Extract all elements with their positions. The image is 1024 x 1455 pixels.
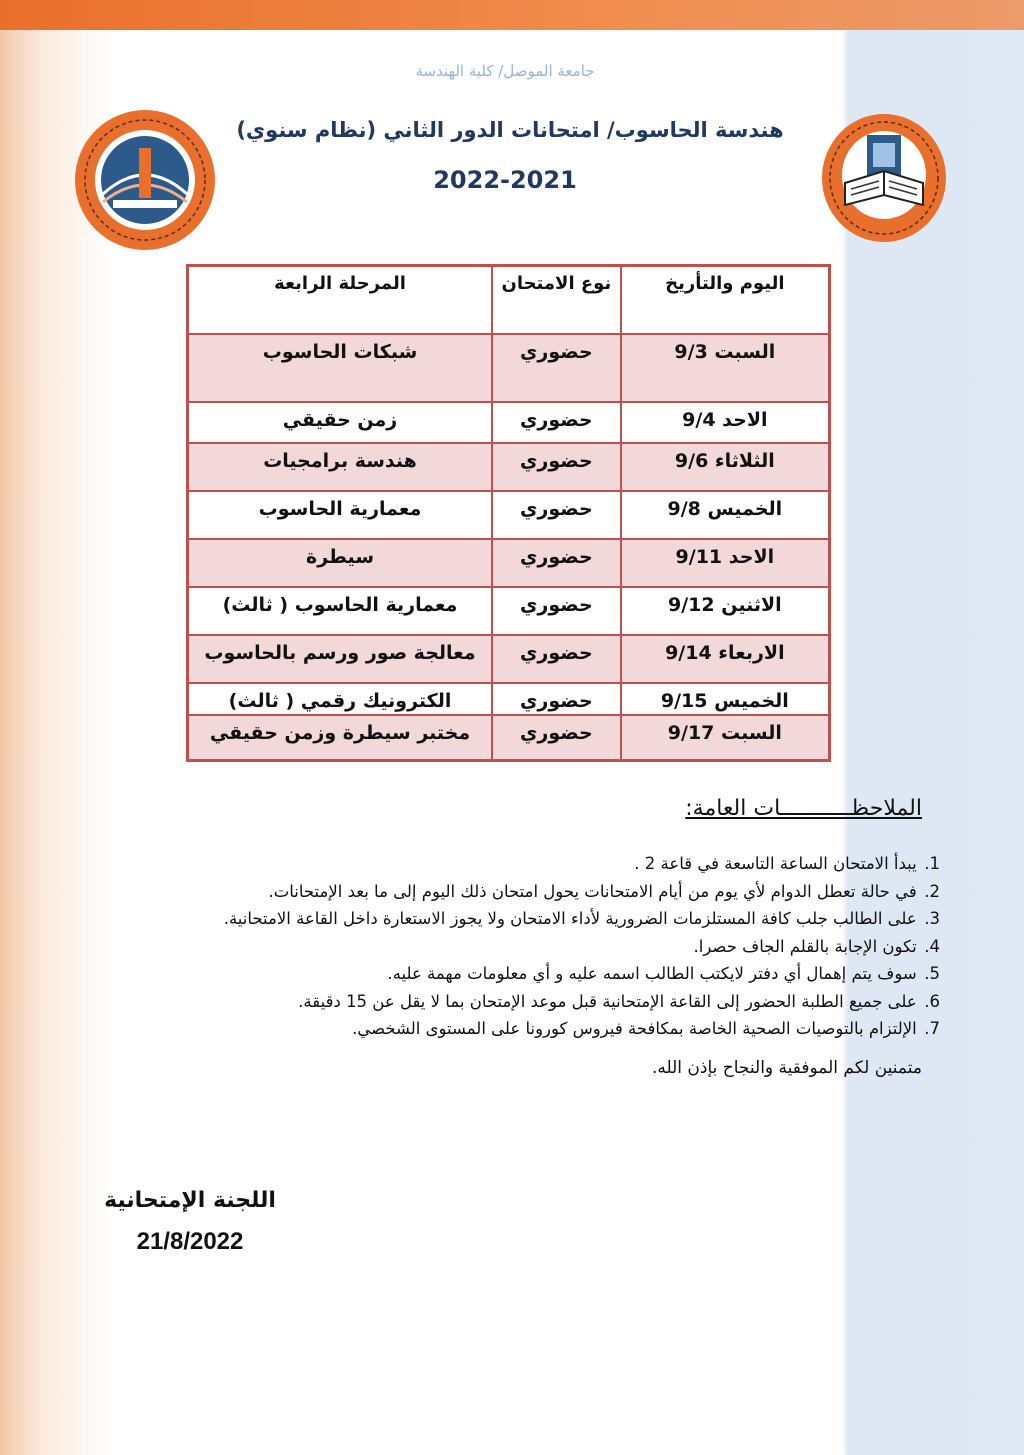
note-number: 1. bbox=[924, 854, 940, 873]
row-day: السبت 9/17 bbox=[621, 715, 830, 761]
note-number: 4. bbox=[924, 936, 940, 956]
row-day: السبت 9/3 bbox=[621, 334, 830, 402]
row-type: حضوري bbox=[492, 491, 621, 539]
row-type: حضوري bbox=[492, 334, 621, 402]
row-subject: زمن حقيقي bbox=[188, 402, 493, 443]
table-row bbox=[188, 539, 830, 587]
row-type: حضوري bbox=[492, 715, 621, 761]
row-type: حضوري bbox=[492, 635, 621, 683]
row-day: الخميس 9/15 bbox=[621, 683, 830, 715]
row-day: الاحد 9/11 bbox=[621, 539, 830, 587]
mosul-university-seal-icon bbox=[821, 113, 947, 243]
row-type: حضوري bbox=[492, 443, 621, 491]
note-text: تكون الإجابة بالقلم الجاف حصرا. bbox=[693, 936, 917, 956]
row-subject: الكترونيك رقمي ( ثالث) bbox=[188, 683, 493, 715]
issue-date: 21/8/2022 bbox=[136, 1228, 244, 1255]
notes-list bbox=[110, 850, 940, 1043]
committee-signature: اللجنة الإمتحانية bbox=[104, 1188, 276, 1213]
row-type: حضوري bbox=[492, 402, 621, 443]
note-number: 3. bbox=[924, 909, 940, 928]
list-item bbox=[110, 1015, 940, 1043]
table-header-row bbox=[188, 266, 830, 334]
header-subject: المرحلة الرابعة bbox=[188, 266, 493, 334]
note-number: 2. bbox=[924, 881, 940, 901]
university-line: جامعة الموصل/ كلية الهندسة bbox=[415, 62, 595, 80]
row-subject: شبكات الحاسوب bbox=[188, 334, 493, 402]
row-day: الاثنين 9/12 bbox=[621, 587, 830, 635]
table-row bbox=[188, 491, 830, 539]
row-type: حضوري bbox=[492, 587, 621, 635]
row-type: حضوري bbox=[492, 539, 621, 587]
list-item bbox=[110, 905, 940, 933]
note-number: 7. bbox=[924, 1019, 940, 1038]
note-text: سوف يتم إهمال أي دفتر لايكتب الطالب اسمه عليه و أي معلومات مهمة عليه. bbox=[387, 964, 917, 983]
table-row bbox=[188, 402, 830, 443]
header-type: نوع الامتحان bbox=[492, 266, 621, 334]
list-item bbox=[110, 878, 940, 906]
table-row bbox=[188, 443, 830, 491]
note-number: 5. bbox=[924, 964, 940, 983]
list-item bbox=[110, 850, 940, 878]
row-subject: معمارية الحاسوب bbox=[188, 491, 493, 539]
table-row bbox=[188, 334, 830, 402]
row-subject: معالجة صور ورسم بالحاسوب bbox=[188, 635, 493, 683]
note-text: يبدأ الامتحان الساعة التاسعة في قاعة 2 . bbox=[634, 854, 917, 873]
note-text: الإلتزام بالتوصيات الصحية الخاصة بمكافحة فيروس كورونا على المستوى الشخصي. bbox=[352, 1019, 917, 1038]
table-row bbox=[188, 635, 830, 683]
row-subject: معمارية الحاسوب ( ثالث) bbox=[188, 587, 493, 635]
note-text: على الطالب جلب كافة المستلزمات الضرورية لأداء الامتحان ولا يجوز الاستعارة داخل القاعة الامتحانية. bbox=[223, 909, 917, 928]
academic-year: 2022-2021 bbox=[433, 166, 577, 194]
list-item bbox=[110, 933, 940, 961]
row-subject: سيطرة bbox=[188, 539, 493, 587]
page-title: هندسة الحاسوب/ امتحانات الدور الثاني (نظام سنوي) bbox=[236, 118, 784, 142]
table-row bbox=[188, 587, 830, 635]
note-text: على جميع الطلبة الحضور إلى القاعة الإمتحانية قبل موعد الإمتحان بما لا يقل عن 15 دقيقة. bbox=[298, 991, 917, 1011]
row-day: الثلاثاء 9/6 bbox=[621, 443, 830, 491]
engineering-college-seal-icon bbox=[73, 108, 217, 252]
note-number: 6. bbox=[924, 991, 940, 1011]
note-text: في حالة تعطل الدوام لأي يوم من أيام الامتحانات يحول امتحان ذلك اليوم إلى ما بعد الإمتحانات. bbox=[268, 881, 917, 901]
row-subject: مختبر سيطرة وزمن حقيقي bbox=[188, 715, 493, 761]
row-day: الاحد 9/4 bbox=[621, 402, 830, 443]
closing-line: متمنين لكم الموفقية والنجاح بإذن الله. bbox=[651, 1058, 922, 1078]
table-row bbox=[188, 715, 830, 761]
top-accent-bar bbox=[0, 0, 1024, 30]
row-day: الاربعاء 9/14 bbox=[621, 635, 830, 683]
table-row bbox=[188, 683, 830, 715]
list-item bbox=[110, 988, 940, 1016]
row-day: الخميس 9/8 bbox=[621, 491, 830, 539]
row-type: حضوري bbox=[492, 683, 621, 715]
list-item bbox=[110, 960, 940, 988]
header-day: اليوم والتأريخ bbox=[621, 266, 830, 334]
exam-schedule-table bbox=[186, 264, 831, 762]
row-subject: هندسة برامجيات bbox=[188, 443, 493, 491]
notes-heading: الملاحظـــــــــــات العامة: bbox=[685, 796, 922, 821]
